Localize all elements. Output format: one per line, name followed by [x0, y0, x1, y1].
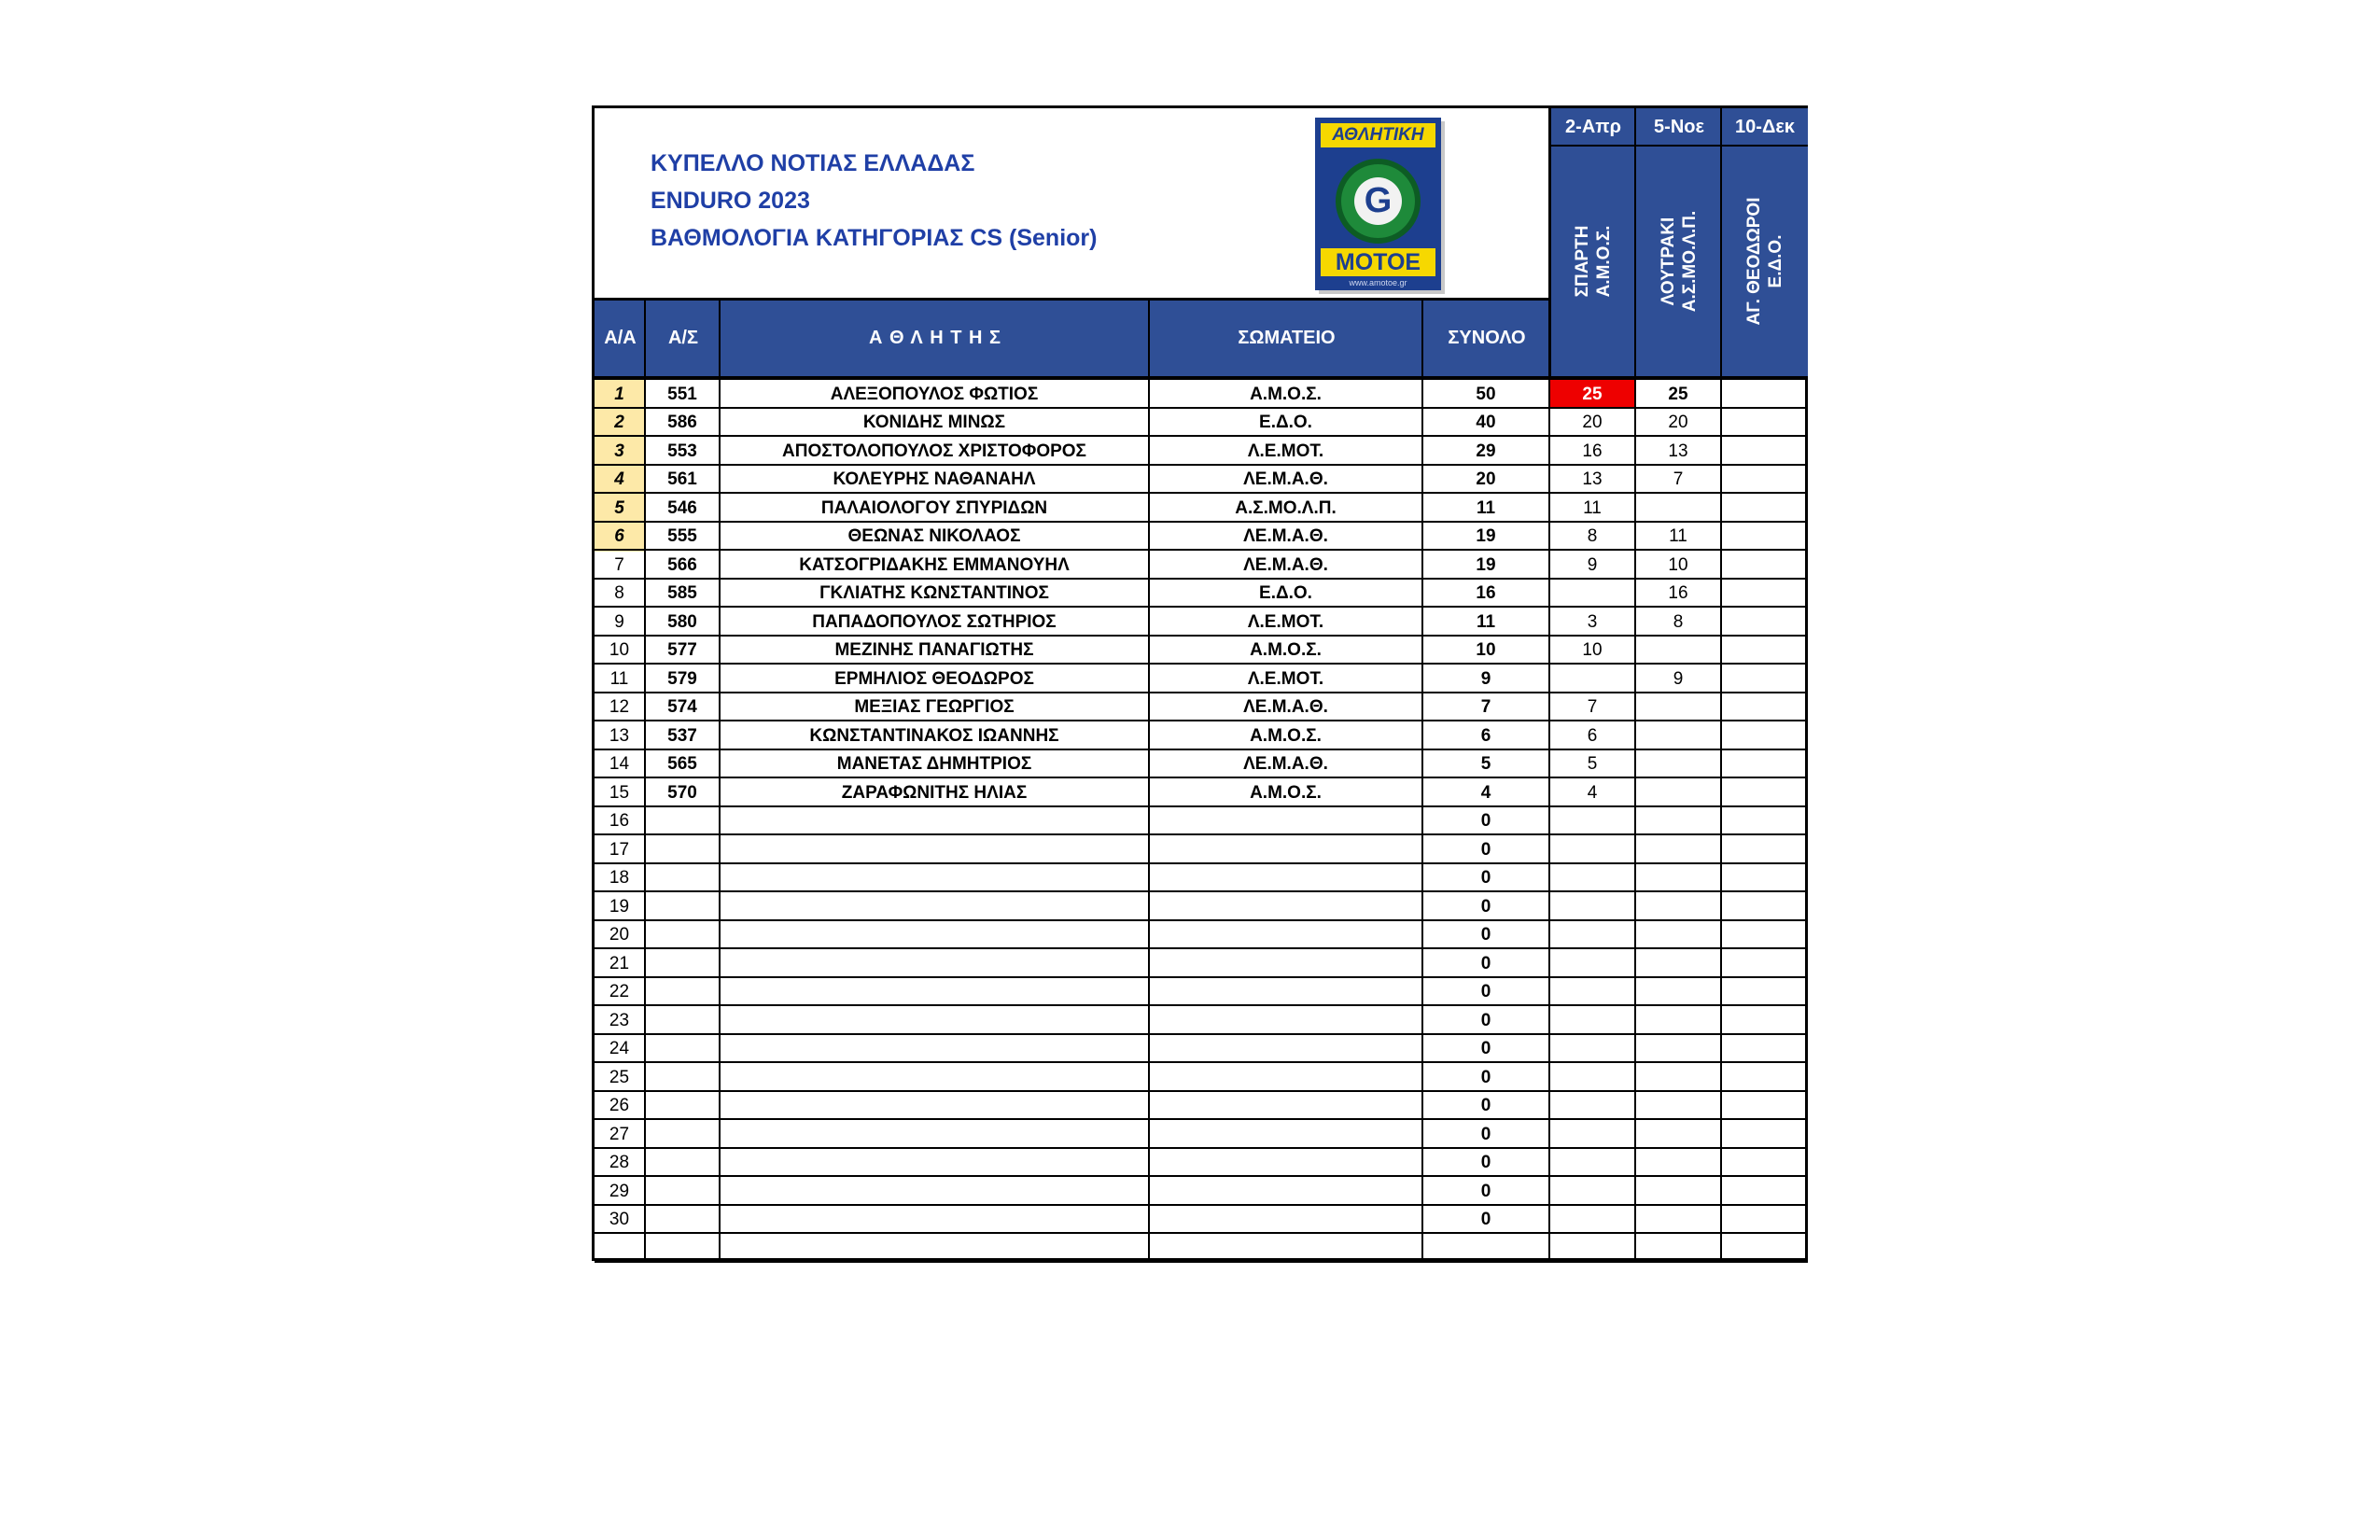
row-club: ΛΕ.Μ.Α.Θ. [1243, 526, 1328, 546]
row-club: ΛΕ.Μ.Α.Θ. [1243, 554, 1328, 575]
row-position: 17 [609, 839, 630, 860]
row-athlete: ΑΛΕΞΟΠΟΥΛΟΣ ΦΩΤΙΟΣ [830, 384, 1039, 404]
table-row [595, 494, 1805, 523]
row-position: 2 [595, 409, 644, 438]
row-event-3 [1722, 665, 1808, 693]
row-event-2 [1636, 778, 1720, 807]
row-event-3 [1722, 494, 1808, 523]
row-event-1 [1550, 1120, 1634, 1149]
row-club [1150, 892, 1421, 921]
row-bib: 577 [667, 640, 697, 660]
event-venue-1: ΣΠΑΡΤΗ Α.Μ.Ο.Σ. [1550, 146, 1636, 376]
logo-bottom-text: ΜΟΤΟΕ [1321, 248, 1435, 276]
row-event-1: 16 [1582, 441, 1603, 461]
row-bib [646, 1149, 719, 1178]
row-event-3 [1722, 778, 1808, 807]
row-club: ΛΕ.Μ.Α.Θ. [1243, 469, 1328, 489]
row-athlete: ΜΕΞΙΑΣ ΓΕΩΡΓΙΟΣ [854, 697, 1015, 717]
row-event-1 [1550, 892, 1634, 921]
table-row [595, 949, 1805, 978]
row-bib: 566 [667, 554, 697, 575]
row-club [1150, 1006, 1421, 1035]
row-event-3 [1722, 437, 1808, 466]
row-event-2 [1636, 1149, 1720, 1178]
table-row [595, 1006, 1805, 1035]
row-bib [646, 892, 719, 921]
row-event-2 [1636, 1092, 1720, 1121]
row-event-3 [1722, 949, 1808, 978]
standings-sheet [592, 105, 1808, 1261]
table-row [595, 921, 1805, 950]
row-club [1150, 921, 1421, 950]
row-event-1 [1550, 807, 1634, 836]
row-athlete: ΑΠΟΣΤΟΛΟΠΟΥΛΟΣ ΧΡΙΣΤΟΦΟΡΟΣ [782, 441, 1086, 461]
row-event-1 [1550, 1206, 1634, 1235]
row-club [1150, 1177, 1421, 1206]
logo-url: www.amotoe.gr [1349, 278, 1407, 287]
row-athlete: ΓΚΛΙΑΤΗΣ ΚΩΝΣΤΑΝΤΙΝΟΣ [819, 583, 1049, 603]
row-club: Α.Σ.ΜΟ.Λ.Π. [1235, 497, 1337, 518]
row-total: 0 [1480, 1010, 1491, 1030]
row-athlete: ΕΡΜΗΛΙΟΣ ΘΕΟΔΩΡΟΣ [834, 668, 1034, 689]
row-event-2: 8 [1673, 611, 1684, 632]
row-position: 24 [609, 1039, 630, 1058]
row-bib [646, 1120, 719, 1149]
row-total: 0 [1480, 1210, 1491, 1229]
event-date-1: 2-Απρ [1550, 108, 1636, 146]
row-athlete: ΚΟΛΕΥΡΗΣ ΝΑΘΑΝΑΗΛ [833, 469, 1036, 489]
row-club: Α.Μ.Ο.Σ. [1250, 782, 1322, 803]
row-athlete [721, 807, 1148, 836]
title-cup: ΚΥΠΕΛΛΟ ΝΟΤΙΑΣ ΕΛΛΑΔΑΣ [651, 150, 975, 176]
row-event-1 [1550, 864, 1634, 893]
row-event-3 [1722, 693, 1808, 722]
table-row [595, 721, 1805, 750]
row-total: 0 [1480, 868, 1491, 888]
row-athlete [721, 949, 1148, 978]
row-bib: 580 [667, 611, 697, 632]
row-total: 0 [1480, 1181, 1491, 1201]
row-position: 28 [609, 1153, 630, 1172]
row-bib: 579 [667, 668, 697, 689]
table-row [595, 750, 1805, 779]
row-total: 0 [1480, 811, 1491, 831]
row-position: 12 [609, 697, 630, 717]
table-row [595, 1035, 1805, 1064]
col-total-header: ΣΥΝΟΛΟ [1423, 301, 1550, 376]
row-club: Α.Μ.Ο.Σ. [1250, 384, 1322, 404]
row-total: 9 [1480, 668, 1491, 689]
row-club [1150, 1035, 1421, 1064]
row-event-3 [1722, 750, 1808, 779]
row-bib [646, 1092, 719, 1121]
row-event-1: 10 [1582, 640, 1603, 660]
row-event-1: 11 [1583, 497, 1602, 518]
row-position: 20 [609, 925, 630, 945]
row-event-2: 9 [1673, 668, 1684, 689]
row-athlete [721, 1120, 1148, 1149]
event-date-2: 5-Νοε [1636, 108, 1722, 146]
row-event-2 [1636, 835, 1720, 864]
title-category: ΒΑΘΜΟΛΟΓΙΑ ΚΑΤΗΓΟΡΙΑΣ CS (Senior) [651, 225, 1098, 251]
row-event-3 [1722, 551, 1808, 580]
row-total: 0 [1480, 1067, 1491, 1087]
table-row [595, 1120, 1805, 1149]
row-position: 21 [609, 953, 630, 973]
row-position: 3 [595, 437, 644, 466]
row-event-2 [1636, 1063, 1720, 1092]
row-club: Λ.Ε.ΜΟΤ. [1247, 611, 1324, 632]
row-event-3 [1722, 1206, 1808, 1235]
table-row [595, 693, 1805, 722]
row-position: 16 [609, 811, 630, 831]
row-athlete [721, 892, 1148, 921]
row-event-3 [1722, 721, 1808, 750]
row-athlete: ΖΑΡΑΦΩΝΙΤΗΣ ΗΛΙΑΣ [841, 782, 1028, 803]
row-event-2: 20 [1668, 413, 1688, 432]
row-event-2 [1636, 807, 1720, 836]
row-event-1: 7 [1587, 697, 1598, 717]
table-row [595, 1149, 1805, 1178]
row-event-3 [1722, 835, 1808, 864]
row-athlete [721, 921, 1148, 950]
row-club [1150, 835, 1421, 864]
row-position: 5 [595, 494, 644, 523]
row-event-2 [1636, 1035, 1720, 1064]
row-total: 10 [1476, 640, 1496, 660]
row-club [1150, 1206, 1421, 1235]
logo-wreath-icon: G [1336, 159, 1421, 244]
row-event-1 [1550, 1063, 1634, 1092]
row-club: Α.Μ.Ο.Σ. [1250, 725, 1322, 746]
row-position: 19 [609, 896, 630, 917]
row-event-2 [1636, 1006, 1720, 1035]
row-bib: 565 [667, 754, 697, 774]
row-athlete: ΚΟΝΙΔΗΣ ΜΙΝΩΣ [862, 413, 1006, 432]
row-total: 40 [1476, 413, 1496, 432]
row-position: 14 [609, 754, 630, 774]
table-row [595, 466, 1805, 495]
row-athlete [721, 1035, 1148, 1064]
row-position: 8 [614, 583, 624, 603]
row-total: 19 [1476, 526, 1496, 546]
row-event-3 [1722, 1035, 1808, 1064]
row-athlete: ΜΑΝΕΤΑΣ ΔΗΜΗΤΡΙΟΣ [836, 754, 1032, 774]
row-total: 50 [1476, 384, 1496, 404]
row-athlete [721, 1063, 1148, 1092]
row-position: 22 [609, 982, 630, 1001]
row-position: 25 [609, 1067, 630, 1087]
table-row [595, 437, 1805, 466]
row-total: 0 [1480, 839, 1491, 860]
row-event-1: 9 [1587, 554, 1598, 575]
table-row [595, 978, 1805, 1007]
table-row [595, 608, 1805, 637]
row-bib: 586 [667, 413, 697, 432]
row-total: 0 [1480, 953, 1491, 973]
row-club: Λ.Ε.ΜΟΤ. [1247, 668, 1324, 689]
row-position: 30 [609, 1210, 630, 1229]
row-bib [646, 1063, 719, 1092]
table-row-blank [595, 1234, 1805, 1263]
row-bib: 546 [667, 497, 697, 518]
table-row [595, 409, 1805, 438]
row-club [1150, 807, 1421, 836]
row-total: 0 [1480, 896, 1491, 917]
row-total: 0 [1480, 1039, 1491, 1058]
row-position: 26 [609, 1096, 630, 1115]
row-position: 18 [609, 868, 630, 888]
title-enduro: ENDURO 2023 [651, 188, 810, 214]
row-athlete: ΚΩΝΣΤΑΝΤΙΝΑΚΟΣ ΙΩΑΝΝΗΣ [809, 725, 1059, 746]
row-club: Ε.Δ.Ο. [1259, 583, 1312, 603]
row-event-3 [1722, 1234, 1808, 1263]
row-bib [646, 835, 719, 864]
row-event-1: 5 [1587, 754, 1598, 774]
row-event-1 [1550, 1092, 1634, 1121]
row-event-1: 8 [1587, 526, 1598, 546]
row-bib [646, 807, 719, 836]
row-bib [646, 1206, 719, 1235]
row-event-1 [1550, 1177, 1634, 1206]
row-total [1423, 1234, 1548, 1263]
row-total: 6 [1480, 725, 1491, 746]
table-row [595, 807, 1805, 836]
row-club: Λ.Ε.ΜΟΤ. [1247, 441, 1324, 461]
table-row [595, 1177, 1805, 1206]
row-event-3 [1722, 1120, 1808, 1149]
row-event-1 [1550, 1234, 1634, 1263]
event-venue-2: ΛΟΥΤΡΑΚΙ Α.Σ.ΜΟ.Λ.Π. [1636, 146, 1722, 376]
row-bib: 585 [667, 583, 697, 603]
row-total: 29 [1476, 441, 1496, 461]
row-position: 7 [614, 554, 624, 575]
row-bib [646, 1234, 719, 1263]
row-club: ΛΕ.Μ.Α.Θ. [1243, 754, 1328, 774]
row-event-1 [1550, 921, 1634, 950]
row-event-2 [1636, 1234, 1720, 1263]
row-position: 29 [609, 1181, 630, 1201]
row-event-3 [1722, 1063, 1808, 1092]
row-total: 0 [1480, 982, 1491, 1001]
row-position [595, 1234, 644, 1263]
row-position: 11 [609, 668, 629, 689]
table-row [595, 665, 1805, 693]
table-row [595, 778, 1805, 807]
row-bib [646, 978, 719, 1007]
row-total: 0 [1480, 1153, 1491, 1172]
row-club [1150, 864, 1421, 893]
row-total: 7 [1480, 697, 1491, 717]
row-club [1150, 978, 1421, 1007]
table-row [595, 523, 1805, 552]
row-bib: 555 [667, 526, 697, 546]
row-total: 4 [1480, 782, 1491, 803]
table-row [595, 1206, 1805, 1235]
row-bib: 537 [667, 725, 697, 746]
row-event-1 [1550, 949, 1634, 978]
table-row [595, 1063, 1805, 1092]
table-row [595, 551, 1805, 580]
row-event-2 [1636, 721, 1720, 750]
row-event-2 [1636, 921, 1720, 950]
row-athlete [721, 1206, 1148, 1235]
table-row [595, 380, 1805, 409]
row-athlete: ΚΑΤΣΟΓΡΙΔΑΚΗΣ ΕΜΜΑΝΟΥΗΛ [799, 554, 1070, 575]
row-total: 0 [1480, 925, 1491, 945]
row-athlete [721, 1006, 1148, 1035]
row-event-1: 13 [1582, 469, 1603, 489]
row-event-1 [1550, 665, 1634, 693]
row-position: 27 [609, 1124, 630, 1144]
row-bib: 553 [667, 441, 697, 461]
row-club: ΛΕ.Μ.Α.Θ. [1243, 697, 1328, 717]
row-bib [646, 1177, 719, 1206]
row-position: 4 [595, 466, 644, 495]
row-bib [646, 949, 719, 978]
row-position: 9 [614, 611, 624, 632]
row-bib: 570 [667, 782, 697, 803]
row-event-2: 10 [1668, 554, 1688, 575]
row-position: 1 [595, 380, 644, 409]
row-athlete [721, 835, 1148, 864]
row-club [1150, 1149, 1421, 1178]
row-athlete [721, 1092, 1148, 1121]
table-row [595, 835, 1805, 864]
row-athlete [721, 1149, 1148, 1178]
row-total: 11 [1476, 611, 1496, 632]
row-bib [646, 1035, 719, 1064]
row-athlete: ΜΕΖΙΝΗΣ ΠΑΝΑΓΙΩΤΗΣ [834, 640, 1034, 660]
row-bib [646, 921, 719, 950]
row-event-3 [1722, 466, 1808, 495]
row-event-3 [1722, 523, 1808, 552]
row-event-2 [1636, 1120, 1720, 1149]
table-row [595, 864, 1805, 893]
row-event-3 [1722, 380, 1808, 409]
row-athlete [721, 1177, 1148, 1206]
row-event-3 [1722, 409, 1808, 438]
row-total: 5 [1480, 754, 1491, 774]
row-club [1150, 1120, 1421, 1149]
row-bib: 551 [667, 384, 697, 404]
row-event-2: 11 [1669, 526, 1687, 546]
row-event-2 [1636, 949, 1720, 978]
row-event-3 [1722, 1149, 1808, 1178]
row-event-3 [1722, 892, 1808, 921]
row-event-3 [1722, 1177, 1808, 1206]
row-event-2 [1636, 978, 1720, 1007]
row-club [1150, 1092, 1421, 1121]
row-event-1: 3 [1587, 611, 1598, 632]
row-event-1 [1550, 580, 1634, 609]
row-event-3 [1722, 580, 1808, 609]
row-position: 15 [609, 782, 630, 803]
row-event-1 [1550, 835, 1634, 864]
row-event-1: 25 [1550, 380, 1634, 409]
row-athlete: ΠΑΠΑΔΟΠΟΥΛΟΣ ΣΩΤΗΡΙΟΣ [812, 611, 1057, 632]
col-athlete-header: Α Θ Λ Η Τ Η Σ [721, 301, 1150, 376]
row-event-3 [1722, 1092, 1808, 1121]
row-bib [646, 864, 719, 893]
row-total: 11 [1476, 497, 1496, 518]
row-event-3 [1722, 807, 1808, 836]
table-row [595, 892, 1805, 921]
row-position: 10 [609, 640, 630, 660]
row-event-2: 13 [1668, 441, 1688, 461]
row-event-2 [1636, 1177, 1720, 1206]
row-position: 23 [609, 1010, 630, 1030]
logo-top-text: ΑΘΛΗΤΙΚΗ [1321, 123, 1435, 147]
row-total: 19 [1476, 554, 1496, 575]
row-event-2 [1636, 1206, 1720, 1235]
row-club: Ε.Δ.Ο. [1259, 413, 1312, 432]
row-bib [646, 1006, 719, 1035]
row-position: 6 [595, 523, 644, 552]
row-event-2 [1636, 693, 1720, 722]
row-club [1150, 1063, 1421, 1092]
row-bib: 574 [667, 697, 697, 717]
table-row [595, 580, 1805, 609]
row-event-1 [1550, 1006, 1634, 1035]
event-venue-3: ΑΓ. ΘΕΟΔΩΡΟΙ Ε.Δ.Ο. [1722, 146, 1808, 376]
row-event-2 [1636, 750, 1720, 779]
row-event-2 [1636, 892, 1720, 921]
row-athlete: ΠΑΛΑΙΟΛΟΓΟΥ ΣΠΥΡΙΔΩΝ [820, 497, 1048, 518]
event-date-3: 10-Δεκ [1722, 108, 1808, 146]
row-athlete [721, 978, 1148, 1007]
row-athlete [721, 864, 1148, 893]
row-event-2 [1636, 864, 1720, 893]
row-total: 20 [1476, 469, 1496, 489]
row-event-1 [1550, 978, 1634, 1007]
row-club: Α.Μ.Ο.Σ. [1250, 640, 1322, 660]
row-athlete: ΘΕΩΝΑΣ ΝΙΚΟΛΑΟΣ [847, 526, 1021, 546]
table-row [595, 1092, 1805, 1121]
row-position: 13 [609, 725, 630, 746]
row-event-3 [1722, 978, 1808, 1007]
row-event-3 [1722, 864, 1808, 893]
row-event-2: 7 [1673, 469, 1684, 489]
row-club [1150, 1234, 1421, 1263]
row-event-3 [1722, 637, 1808, 665]
athletiki-motoe-logo [1315, 118, 1441, 290]
row-event-2 [1636, 494, 1720, 523]
col-aa-header: Α/Α [595, 301, 646, 376]
row-event-2 [1636, 637, 1720, 665]
row-event-2: 25 [1668, 384, 1688, 404]
row-event-1: 6 [1587, 725, 1598, 746]
row-total: 16 [1476, 583, 1496, 603]
row-event-3 [1722, 608, 1808, 637]
row-event-1: 4 [1587, 782, 1598, 803]
row-event-1 [1550, 1149, 1634, 1178]
row-club [1150, 949, 1421, 978]
col-club-header: ΣΩΜΑΤΕΙΟ [1150, 301, 1423, 376]
row-event-3 [1722, 921, 1808, 950]
row-event-3 [1722, 1006, 1808, 1035]
col-as-header: Α/Σ [646, 301, 721, 376]
row-total: 0 [1480, 1124, 1491, 1144]
row-athlete [721, 1234, 1148, 1263]
row-event-1: 20 [1582, 413, 1603, 432]
row-event-1 [1550, 1035, 1634, 1064]
row-bib: 561 [667, 469, 697, 489]
row-event-2: 16 [1668, 583, 1688, 603]
table-row [595, 637, 1805, 665]
row-total: 0 [1480, 1096, 1491, 1115]
